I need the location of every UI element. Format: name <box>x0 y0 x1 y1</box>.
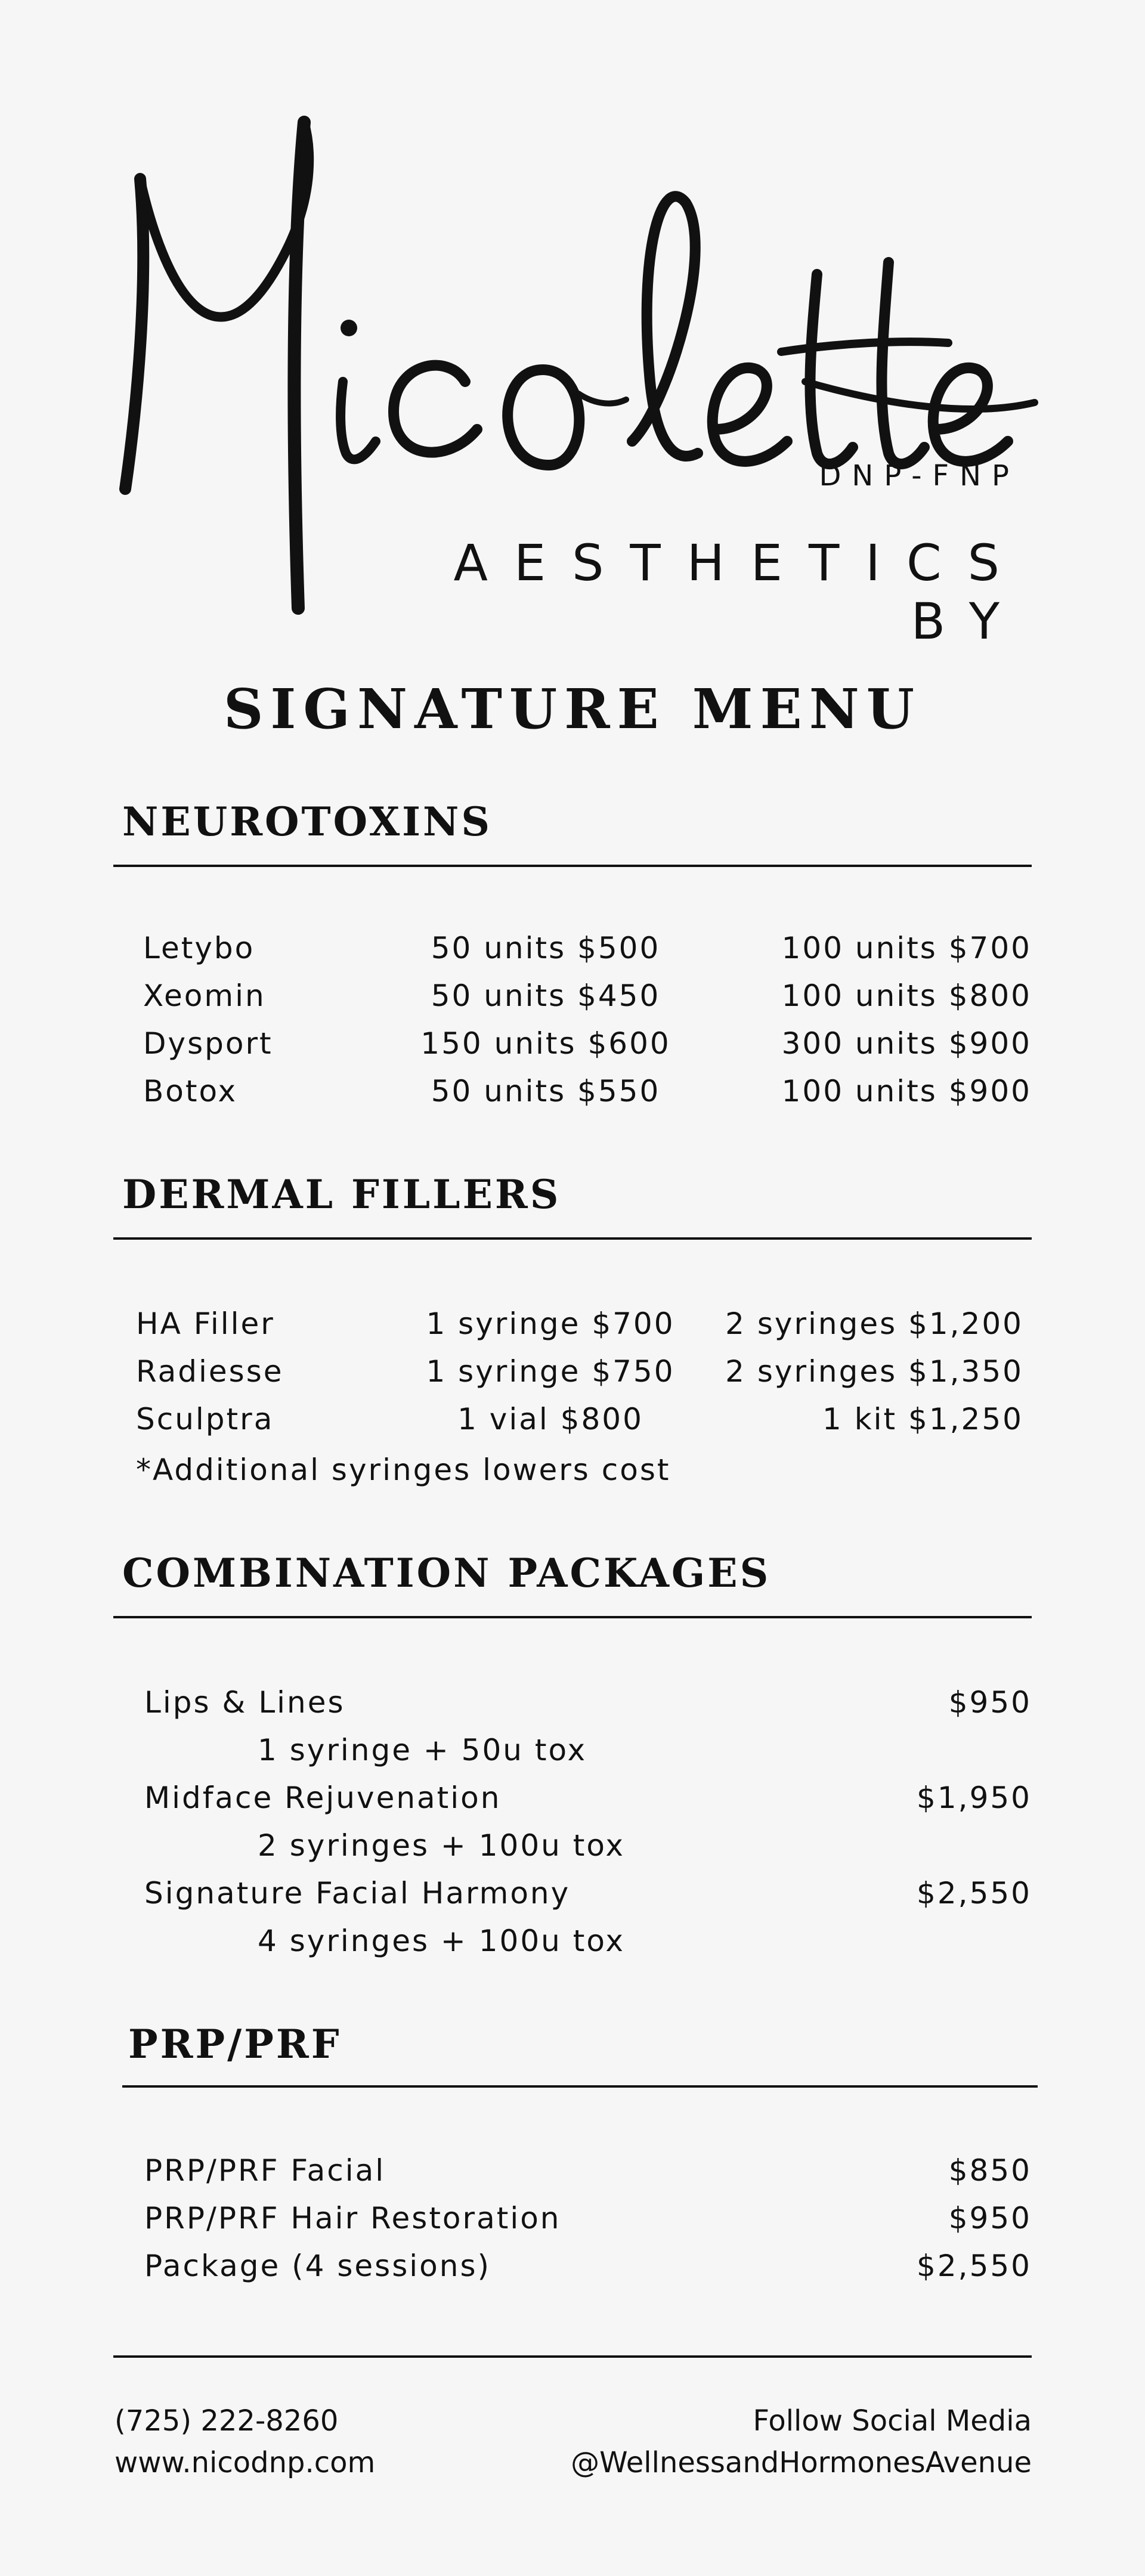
treatment-name: Letybo <box>143 931 255 965</box>
package-name: Lips & Lines <box>144 1685 345 1720</box>
package-price: $950 <box>948 1685 1032 1720</box>
price-option-2: 100 units $800 <box>781 979 1032 1013</box>
price-option-2: 1 kit $1,250 <box>822 1402 1023 1436</box>
phone-number[interactable]: (725) 222-8260 <box>114 2404 339 2438</box>
price-row-xeomin <box>143 972 1032 1020</box>
price-row-dysport <box>143 1020 1032 1067</box>
fillers-note: *Additional syringes lowers cost <box>136 1453 671 1487</box>
treatment-price: $2,550 <box>917 2249 1032 2283</box>
price-option-2: 2 syringes $1,350 <box>725 1354 1023 1389</box>
credential-text: DNP-FNP <box>819 459 1020 493</box>
price-row-prp-hair <box>144 2194 1032 2242</box>
price-row-botox <box>143 1067 1032 1115</box>
treatment-name: Botox <box>143 1074 238 1109</box>
tagline-text: AESTHETICS BY <box>453 534 1026 651</box>
price-option-2: 2 syringes $1,200 <box>725 1306 1023 1341</box>
package-detail-facial-harmony <box>258 1917 794 1965</box>
package-name: Signature Facial Harmony <box>144 1876 571 1911</box>
price-option-2: 100 units $700 <box>781 931 1032 965</box>
footer-divider <box>113 2355 1032 2358</box>
price-option-2: 100 units $900 <box>781 1074 1032 1109</box>
price-option-1: 1 vial $800 <box>457 1402 643 1436</box>
treatment-price: $850 <box>948 2153 1032 2188</box>
price-row-prp-facial <box>144 2147 1032 2194</box>
package-detail: 1 syringe + 50u tox <box>258 1733 587 1767</box>
price-option-1: 50 units $500 <box>431 931 661 965</box>
treatment-name: PRP/PRF Facial <box>144 2153 386 2188</box>
package-row-facial-harmony <box>144 1869 1032 1917</box>
package-row-lips-lines <box>144 1679 1032 1726</box>
package-detail-midface <box>258 1822 794 1869</box>
price-option-1: 1 syringe $700 <box>426 1306 675 1341</box>
treatment-name: HA Filler <box>136 1306 275 1341</box>
social-handle-link[interactable]: @WellnessandHormonesAvenue <box>571 2446 1032 2479</box>
combination-packages-divider <box>113 1616 1032 1618</box>
treatment-name: Xeomin <box>143 979 266 1013</box>
treatment-name: Dysport <box>143 1026 273 1061</box>
price-row-prp-package <box>144 2242 1032 2290</box>
dermal-fillers-heading: DERMAL FILLERS <box>122 1171 561 1218</box>
menu-title: SIGNATURE MENU <box>223 677 922 741</box>
website-link[interactable]: www.nicodnp.com <box>114 2446 376 2479</box>
neurotoxins-divider <box>113 865 1032 867</box>
package-detail-lips-lines <box>258 1726 794 1774</box>
package-detail: 2 syringes + 100u tox <box>258 1828 625 1863</box>
package-name: Midface Rejuvenation <box>144 1781 502 1815</box>
price-row-sculptra <box>136 1395 1023 1443</box>
package-price: $2,550 <box>917 1876 1032 1911</box>
treatment-name: PRP/PRF Hair Restoration <box>144 2201 561 2236</box>
neurotoxins-heading: NEUROTOXINS <box>122 798 493 845</box>
price-row-letybo <box>143 924 1032 972</box>
treatment-name: Sculptra <box>136 1402 274 1436</box>
combination-packages-heading: COMBINATION PACKAGES <box>122 1550 771 1596</box>
price-option-2: 300 units $900 <box>781 1026 1032 1061</box>
price-row-ha-filler <box>136 1300 1023 1348</box>
price-option-1: 50 units $550 <box>431 1074 661 1109</box>
price-row-radiesse <box>136 1348 1023 1395</box>
prp-prf-heading: PRP/PRF <box>128 2021 342 2067</box>
treatment-price: $950 <box>948 2201 1032 2236</box>
package-price: $1,950 <box>917 1781 1032 1815</box>
dermal-fillers-divider <box>113 1237 1032 1240</box>
price-option-1: 1 syringe $750 <box>426 1354 675 1389</box>
package-detail: 4 syringes + 100u tox <box>258 1924 625 1958</box>
prp-prf-divider <box>122 2085 1038 2088</box>
price-option-1: 150 units $600 <box>420 1026 671 1061</box>
price-option-1: 50 units $450 <box>431 979 661 1013</box>
package-row-midface <box>144 1774 1032 1822</box>
treatment-name: Package (4 sessions) <box>144 2249 491 2283</box>
treatment-name: Radiesse <box>136 1354 284 1389</box>
social-label: Follow Social Media <box>753 2404 1032 2438</box>
